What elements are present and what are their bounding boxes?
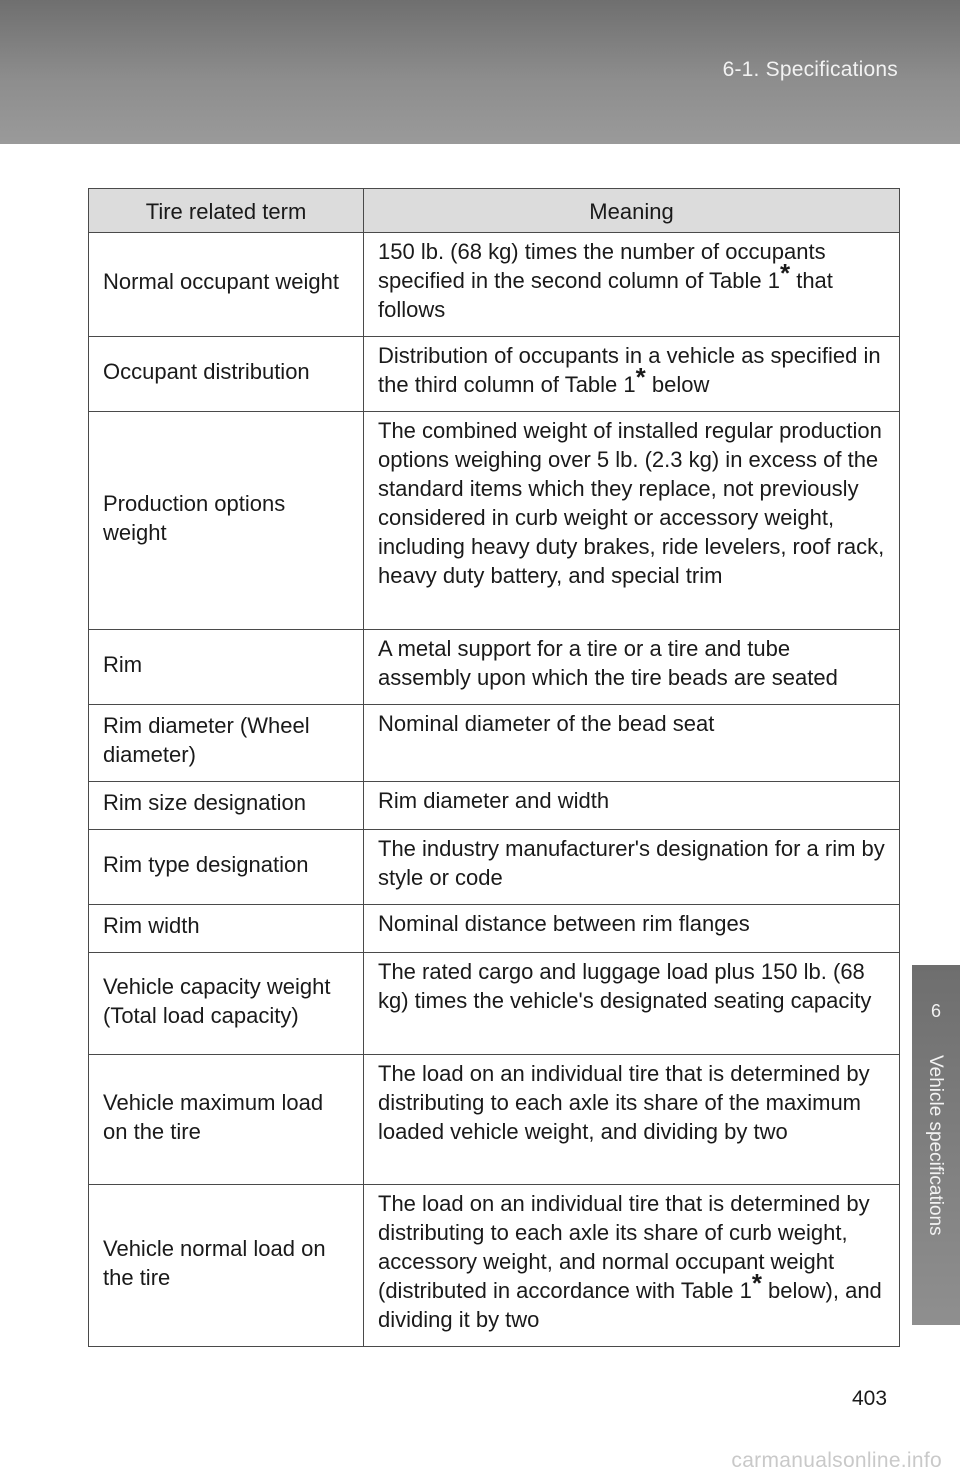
- table-body: [89, 233, 900, 1347]
- term-cell: Rim width: [89, 905, 364, 953]
- table-row: [89, 953, 900, 1055]
- meaning-text: Nominal diameter of the bead seat: [378, 711, 715, 736]
- meaning-cell: [364, 830, 900, 905]
- chapter-tab: [912, 965, 960, 1325]
- meaning-cell: [364, 953, 900, 1055]
- table-row: [89, 233, 900, 337]
- term-cell: Rim: [89, 630, 364, 705]
- table-row: [89, 412, 900, 630]
- meaning-text: The load on an individual tire that is determined by distributing to each axle its share of the maximum loaded vehicle weight, and dividing by two: [378, 1061, 870, 1144]
- meaning-text: that follows: [378, 268, 833, 322]
- footnote-asterisk: *: [751, 1268, 762, 1298]
- table-row: [89, 630, 900, 705]
- header-band: [0, 0, 960, 144]
- column-header-term: Tire related term: [89, 189, 364, 233]
- term-cell: Normal occupant weight: [89, 233, 364, 337]
- table-row: [89, 1055, 900, 1185]
- term-cell: Occupant distribution: [89, 337, 364, 412]
- meaning-text: below: [645, 372, 710, 397]
- meaning-cell: [364, 1055, 900, 1185]
- table-row: [89, 782, 900, 830]
- table-row: [89, 830, 900, 905]
- meaning-cell: [364, 782, 900, 830]
- table-row: [89, 337, 900, 412]
- term-cell: Rim type designation: [89, 830, 364, 905]
- meaning-text: A metal support for a tire or a tire and tube assembly upon which the tire beads are seated: [378, 636, 838, 690]
- meaning-text: 150 lb. (68 kg) times the number of occupants specified in the second column of Table 1: [378, 239, 826, 293]
- meaning-cell: [364, 1185, 900, 1347]
- table-row: [89, 1185, 900, 1347]
- table-header-row: [89, 189, 900, 233]
- footnote-asterisk: *: [635, 362, 646, 392]
- page-number: 403: [852, 1387, 888, 1410]
- meaning-cell: [364, 905, 900, 953]
- watermark: carmanualsonline.info: [731, 1449, 942, 1472]
- meaning-text: Rim diameter and width: [378, 788, 610, 813]
- meaning-cell: [364, 337, 900, 412]
- chapter-number: 6: [930, 1001, 941, 1021]
- footnote-asterisk: *: [779, 258, 791, 288]
- meaning-cell: [364, 412, 900, 630]
- meaning-text: The rated cargo and luggage load plus 150 lb. (68 kg) times the vehicle's designated seating capacity: [378, 959, 872, 1013]
- term-cell: Production options weight: [89, 412, 364, 630]
- meaning-text: Nominal distance between rim flanges: [378, 911, 750, 936]
- meaning-cell: [364, 705, 900, 782]
- table-row: [89, 905, 900, 953]
- meaning-cell: [364, 233, 900, 337]
- column-header-meaning: Meaning: [364, 189, 900, 233]
- term-cell: Rim size designation: [89, 782, 364, 830]
- tire-terms-table: [88, 188, 900, 1347]
- term-cell: Vehicle capacity weight (Total load capacity): [89, 953, 364, 1055]
- meaning-text: The combined weight of installed regular production options weighing over 5 lb. (2.3 kg) in excess of the standard items which they replace, not previously considered in curb weight or accessory weight, including heavy duty brakes, ride levelers, roof rack, heavy duty battery, and special trim: [378, 418, 885, 588]
- term-cell: Rim diameter (Wheel diameter): [89, 705, 364, 782]
- section-title: 6-1. Specifications: [722, 58, 898, 81]
- meaning-text: below), and dividing it by two: [378, 1278, 882, 1332]
- meaning-text: Distribution of occupants in a vehicle as specified in the third column of Table 1: [378, 343, 881, 397]
- meaning-cell: [364, 630, 900, 705]
- term-cell: Vehicle normal load on the tire: [89, 1185, 364, 1347]
- term-cell: Vehicle maximum load on the tire: [89, 1055, 364, 1185]
- meaning-text: The industry manufacturer's designation for a rim by style or code: [378, 836, 885, 890]
- table-row: [89, 705, 900, 782]
- chapter-label: Vehicle specifications: [925, 1055, 946, 1236]
- meaning-text: The load on an individual tire that is determined by distributing to each axle its share of curb weight, accessory weight, and normal occupant weight (distributed in accordance with Table 1: [378, 1191, 870, 1303]
